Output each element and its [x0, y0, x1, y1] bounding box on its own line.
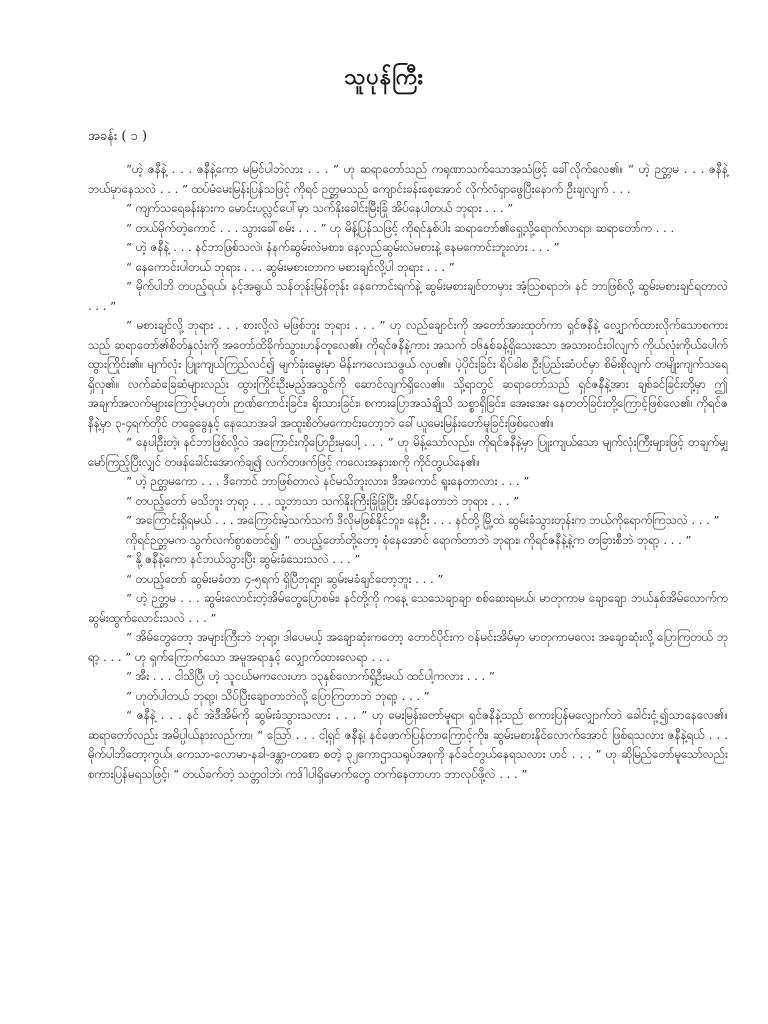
paragraph: “ ကျက်သရေခန်းနားက မောင်းပလ္လင်ပေါ်မှာ သက်နိုးခေါင်းမြီးခြုံ အိပ်နေပါတယ် ဘုရား . . . ”: [126, 201, 514, 215]
paragraph: “ အီး . . . ငါသိပြီ၊ ဟဲ့ သူငယ်မကလေးဟာ ၁၃နှစ်လောက်ရှိဦးမယ် ထင်ပါ့ကလား . . . ”: [126, 669, 495, 683]
paragraph: “ နေကောင်းပါတယ် ဘုရား . . . ဆွမ်းမစားတာက မစားချင်လို့ပါ ဘုရား . . . ”: [126, 259, 455, 274]
paragraph: “ နေပါဦးတဲ့၊ နင်ဘာဖြစ်လို့လဲ အကြောင်းကိုပြောဦးမှပေါ့ . . . ” ဟု မိန့်သော်လည်း၊ ကိုရင်ဇနီနဲ့မှာ ပြူးကျယ်သော မျက်လုံးကြီးများဖြင့် တချက်မျှမော်ကြည့်ပြီးလျှင် တဖန်ခေါင်းအောက်ချ၍ လက်တဖက်ဖြင့် ကလေးအနားစကို ကိုင်တွယ်နေ၏။: [88, 435, 728, 469]
paragraph: ကိုရင်ဉတ္တမက သွက်လက်စွာစတင်၍၊ “ တပည့်တော်တို့တော့ စုံနေအောင် ရောက်တာဘဲ ဘုရား၊ ကိုရင်ဇနီနဲ့နဲ့က တခြားစီဘဲ ဘုရာ့ . . . ”: [126, 532, 692, 547]
paragraph: “ မစားချင်လို့ ဘုရား . . . စားလို့လဲ မဖြစ်ဘူး ဘုရား . . . ” ဟု လည်ချောင်းကို အတော်အားထုတ်ကာ ရှင်ဇနီနဲ့ လျှောက်ထားလိုက်သောစကားသည် ဆရာတော်၏စိတ်နှလုံးကို အတော်ထိခိုက်သွားဟန်တူလေ၏။ ကိုရင်ဇနီနဲ့ကား အသက် ၁၆နှစ်ခန့်ရှိသေးသော အသားဝင်းဝါလျက် ကိုယ်လုံးကိုယ်ပေါက်ထွားကြိုင်း၏။ မျက်လုံး ပြူးကျယ်ကြည်လင်၍ မျက်ခုံးမွေးမှာ မိန်းကလေးသဖွယ် လှပ၏။ ပဲ့ပိုင်းခြင်း ရိပ်ခါစ ဦးပြည်းဆံပင်မှာ စိမ်းစိုလျက် တမျိုးကျက်သရေရှိလှ၏။ လက်ဆံခြေဆံများလည်း ထွားကြိုင်းဦးမည့်အသွင်ကို ဆောင်လျက်ရှိလေ၏။ သို့ရာတွင် ဆရာတော်သည် ရှင်ဇနီနဲ့အား ချစ်ခင်ခြင်းတို့မှာ ဤအချက်အလက်များကြောင့်မဟုတ်၊ ဉာဏ်ကောင်းခြင်း၊ ရိုးသားခြင်း၊ စကားပြောအသံချိုသိ သစ္စာရှိခြင်း၊ အေးအေး နေတတ်ခြင်းတို့ကြောင့်ဖြစ်လေ၏၊ ကိုရင်ဇနီနဲ့မှာ ၃-၄ရက်တိုင် တခွေခွေနှင့် နေသောအခါ အထူးစိတ်မကောင်းတော့ဘဲ ခေါ်ယူမေးမြန်းတော်မူခြင်းဖြစ်လေ၏။: [88, 318, 728, 430]
body-text: [88, 160, 728, 784]
paragraph: “ ဟဲ့ ဉတ္တမ . . . ဆွမ်းလောင်းတဲ့အိမ်တွေပြောစမ်း၊ နင်တို့ကို ကနေ့ သေသေချာချာ စစ်ဆေးရမယ်၊ မာတုကာမ ချောချော ဘယ်နှစ်အိမ်လောက်က ဆွမ်းထွက်လောင်းသလဲ . . . ”: [88, 591, 728, 625]
paragraph: “ ဟဲ့ ဉတ္တမကော . . . ဒီကောင် ဘာဖြစ်တာလဲ နင်မသိဘူးလား၊ ဒီအကောင် ရူးနေတာလား . . . ”: [126, 474, 530, 488]
paragraph: “ တပည့်တော် မသိဘူး ဘုရာ့ . . . သူ့ဘာသာ သက်နိုးကြီးခြုံခြုံပြီး အိပ်နေတာဘဲ ဘုရား . . . ”: [126, 493, 520, 508]
paragraph: “ အိမ်တွေတော့ အများကြီးဘဲ ဘုရာ့၊ ဒါပေမယ့် အချောဆုံးကတော့ တောင်ပိုင်းက ဝန်မင်းအိမ်မှာ မာတုကာမလေး အချောဆုံးလို့ ပြောကြတယ် ဘုရာ့ . . . ” ဟု ရှက်ကြောက်သော အမူအရာနှင့် လျှောက်ထားလေရာ . . .: [88, 630, 728, 664]
paragraph: “ ဟဲ့ ဇနီနဲ့ . . . နင်ဘာဖြစ်သလဲ၊ နံနက်ဆွမ်းလဲမစား၊ နေ့လည်ဆွမ်းလဲမစားနဲ့ နေမကောင်းဘူးလား . . . ”: [126, 240, 560, 254]
paragraph: “ တပည့်တော် ဆွမ်းမခံတာ ၄-၅ရက် ရှိပြီဘုရာ့၊ ဆွမ်းမခံချင်တော့ဘူး . . . ”: [126, 571, 444, 586]
paragraph: “ ဟုတ်ပါတယ် ဘုရာ့၊ သိပ်ပြီးချောတာဘဲလို့ ပြောကြတာဘဲ ဘုရာ့ . . . ”: [126, 688, 430, 703]
paragraph: “ တယ်မိုက်တဲ့ကောင် . . . သွားခေါ်စမ်း . . . ” ဟု မိန့်ပြန်သဖြင့် ကိုရင်နှစ်ပါး ဆရာတော်၏ရှေ့သို့ရောက်လာရာ၊ ဆရာတော်က . . .: [126, 220, 675, 235]
paragraph: “ မိုက်ပါဘိ တပည့်ရယ်၊ နင့်အရွယ် သန်တုန်းမြန်တုန်း နေကောင်းရက်နဲ့ ဆွမ်းမစားချင်တာမှား အံ့ဩစရာဘဲ၊ နင် ဘာဖြစ်လို့ ဆွမ်းမစားချင်ရတာလဲ . . . ”: [88, 279, 728, 313]
chapter-heading: အခန်း ( ၁ ): [88, 129, 148, 144]
page-title: သူပုန်ကြီး: [343, 64, 424, 90]
paragraph: “ အကြောင်းရှိရမယ် . . . အကြောင်းမဲ့သက်သက် ဒီလိုမဖြစ်နိုင်ဘူး၊ နေဦး . . . နင်တို့ မြို့ထဲ ဆွမ်းခံသွားတုန်းက ဘယ်ကိုရောက်ကြသလဲ . . . ”: [126, 513, 720, 527]
paragraph: “ ဇနီနဲ့ . . . နင် အဲဒီအိမ်ကို ဆွမ်းခံသွားသလား . . . ” ဟု မေးမြန်းတော်မူရာ၊ ရှင်ဇနီနဲ့သည် စကားပြန်မလျှောက်ဘဲ ခေါင်းငုံ့၍သာနေလေ၏။ ဆရာတော်လည်း အမိပ္ပါယ်နားလည်ကာ၊ “ ဩော် . . . ငါ့ရှင် ဇနီနဲ့၊ နင်ဖောက်ပြန်တာကြောင့်ကိုး၊ ဆွမ်းမစားနိုင်လောက်အောင် ဖြစ်ရသလား ဇနီနဲ့ရယ် . . . မိုက်ပါဘိတော့ကွယ်၊ ကေသာ-လောမာ-နခါ-ဒန္တာ-တစော စတဲ့ ၃၂ကောဌာသရုပ်အစုကို နင်ခင်တွယ်နေရသလား ဟင် . . . ” ဟု ဆိုမြည်တော်မူသော်လည်း စကားပြန်မရသဖြင့်၊ “ တယ်ခက်တဲ့ သတ္တဝါဘဲ၊ ကဒ်ါပါရှိမောက်တွေ တက်နေတာဟာ ဘာလုပ်ဖို့လဲ . . . ”: [88, 708, 728, 781]
paragraph: “ဟဲ့ ဇနီနဲ့ . . . ဇနီနဲ့ကော မမြင်ပါဘဲလား . . . ” ဟု ဆရာတော်သည် ကရုဏာသက်သောအသံဖြင့် ခေါ်လိုက်လေ၏။ “ ဟဲ့ ဉတ္တမ . . . ဇနီနဲ့ ဘယ်မှာနေသလဲ . . . ” ထပ်မံမေးမြန်းပြန်သဖြင့် ကိုရင် ဉတ္တမသည် ကျောင်းခန်းစေ့အောင် လိုက်လံရှာဖွေပြီးနောက် ဦးချလျက် . . .: [88, 162, 728, 196]
paragraph: “ နို့ ဇနီနဲ့ကော နင်ဘယ်သွားပြီး ဆွမ်းခံသေးသလဲ . . . ”: [126, 552, 361, 566]
